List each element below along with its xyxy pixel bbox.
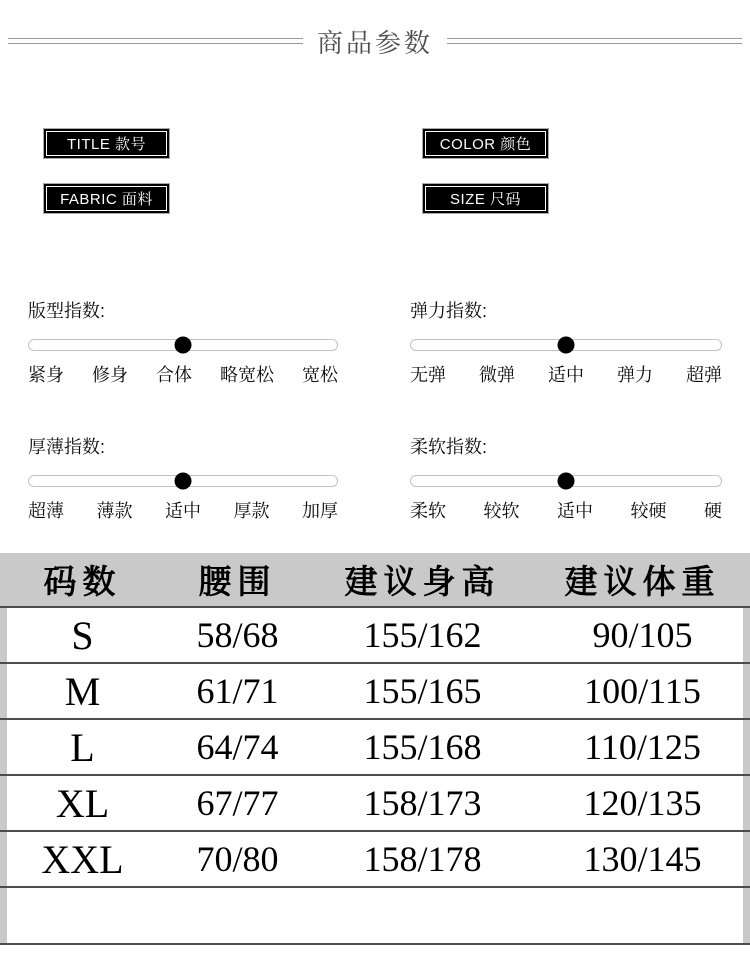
slider-title: 版型指数: bbox=[28, 301, 106, 321]
slider-label: 薄款 bbox=[96, 501, 133, 521]
slider-label: 柔软 bbox=[410, 501, 446, 521]
header-cell-size: 码数 bbox=[43, 565, 122, 601]
slider-labels bbox=[28, 497, 338, 523]
softness-index-handle[interactable] bbox=[558, 473, 575, 490]
thickness-index-handle[interactable] bbox=[175, 473, 192, 490]
slider-label: 弹力 bbox=[617, 365, 653, 385]
cell-size: M bbox=[64, 668, 101, 714]
softness-index-track[interactable] bbox=[410, 475, 722, 487]
fit-index-group bbox=[28, 297, 338, 387]
badge-title-number: TITLE 款号 bbox=[43, 128, 170, 159]
cell-waist: 67/77 bbox=[196, 783, 279, 823]
table-empty-row bbox=[0, 888, 750, 945]
cell-size: L bbox=[70, 724, 95, 770]
badge-color: COLOR 颜色 bbox=[422, 128, 549, 159]
badge-size: SIZE 尺码 bbox=[422, 183, 549, 214]
cell-height: 158/173 bbox=[363, 783, 482, 823]
slider-label: 厚款 bbox=[233, 501, 270, 521]
elasticity-index-group bbox=[410, 297, 722, 387]
cell-size: S bbox=[71, 612, 94, 658]
size-table-header-row bbox=[0, 553, 750, 608]
slider-label: 适中 bbox=[165, 501, 201, 521]
slider-label: 略宽松 bbox=[220, 365, 274, 385]
cell-height: 155/162 bbox=[363, 615, 482, 655]
header-cell-weight: 建议体重 bbox=[564, 565, 721, 601]
cell-waist: 58/68 bbox=[196, 615, 279, 655]
slider-labels bbox=[28, 361, 338, 387]
thickness-index-track[interactable] bbox=[28, 475, 338, 487]
fit-index-handle[interactable] bbox=[175, 337, 192, 354]
cell-weight: 100/115 bbox=[584, 671, 701, 711]
slider-labels bbox=[410, 497, 722, 523]
slider-label: 无弹 bbox=[410, 365, 446, 385]
elasticity-index-handle[interactable] bbox=[558, 337, 575, 354]
slider-title: 柔软指数: bbox=[410, 437, 488, 457]
slider-label: 较软 bbox=[483, 501, 520, 521]
slider-label: 微弹 bbox=[479, 365, 515, 385]
softness-index-group bbox=[410, 433, 722, 523]
table-row bbox=[0, 776, 750, 832]
table-row bbox=[0, 664, 750, 720]
slider-title: 弹力指数: bbox=[410, 301, 488, 321]
slider-label: 较硬 bbox=[630, 501, 667, 521]
cell-waist: 70/80 bbox=[196, 839, 279, 879]
table-row bbox=[0, 720, 750, 776]
cell-height: 155/165 bbox=[363, 671, 482, 711]
table-row bbox=[0, 832, 750, 888]
page-title: 商品参数 bbox=[317, 27, 434, 58]
fit-index-track[interactable] bbox=[28, 339, 338, 351]
cell-height: 155/168 bbox=[363, 727, 482, 767]
slider-label: 硬 bbox=[704, 501, 722, 521]
cell-weight: 90/105 bbox=[592, 615, 693, 655]
section-header bbox=[0, 22, 750, 60]
cell-weight: 110/125 bbox=[584, 727, 701, 767]
slider-label: 超弹 bbox=[686, 365, 722, 385]
cell-size: XXL bbox=[41, 836, 124, 882]
thickness-index-group bbox=[28, 433, 338, 523]
slider-title: 厚薄指数: bbox=[28, 437, 106, 457]
header-rule-right bbox=[447, 38, 742, 44]
cell-height: 158/178 bbox=[363, 839, 482, 879]
badge-fabric: FABRIC 面料 bbox=[43, 183, 170, 214]
header-cell-height: 建议身高 bbox=[344, 565, 501, 601]
cell-waist: 61/71 bbox=[196, 671, 279, 711]
slider-label: 加厚 bbox=[302, 501, 338, 521]
slider-label: 超薄 bbox=[28, 501, 64, 521]
slider-labels bbox=[410, 361, 722, 387]
elasticity-index-track[interactable] bbox=[410, 339, 722, 351]
header-rule-left bbox=[8, 38, 303, 44]
slider-label: 适中 bbox=[557, 501, 593, 521]
slider-label: 合体 bbox=[156, 365, 192, 385]
slider-label: 紧身 bbox=[28, 365, 64, 385]
table-row bbox=[0, 608, 750, 664]
cell-weight: 130/145 bbox=[583, 839, 702, 879]
slider-label: 适中 bbox=[548, 365, 584, 385]
header-cell-waist: 腰围 bbox=[198, 565, 277, 601]
cell-waist: 64/74 bbox=[196, 727, 279, 767]
cell-weight: 120/135 bbox=[583, 783, 702, 823]
slider-label: 宽松 bbox=[302, 365, 338, 385]
size-table bbox=[0, 553, 750, 945]
slider-label: 修身 bbox=[92, 365, 128, 385]
cell-size: XL bbox=[55, 780, 110, 826]
